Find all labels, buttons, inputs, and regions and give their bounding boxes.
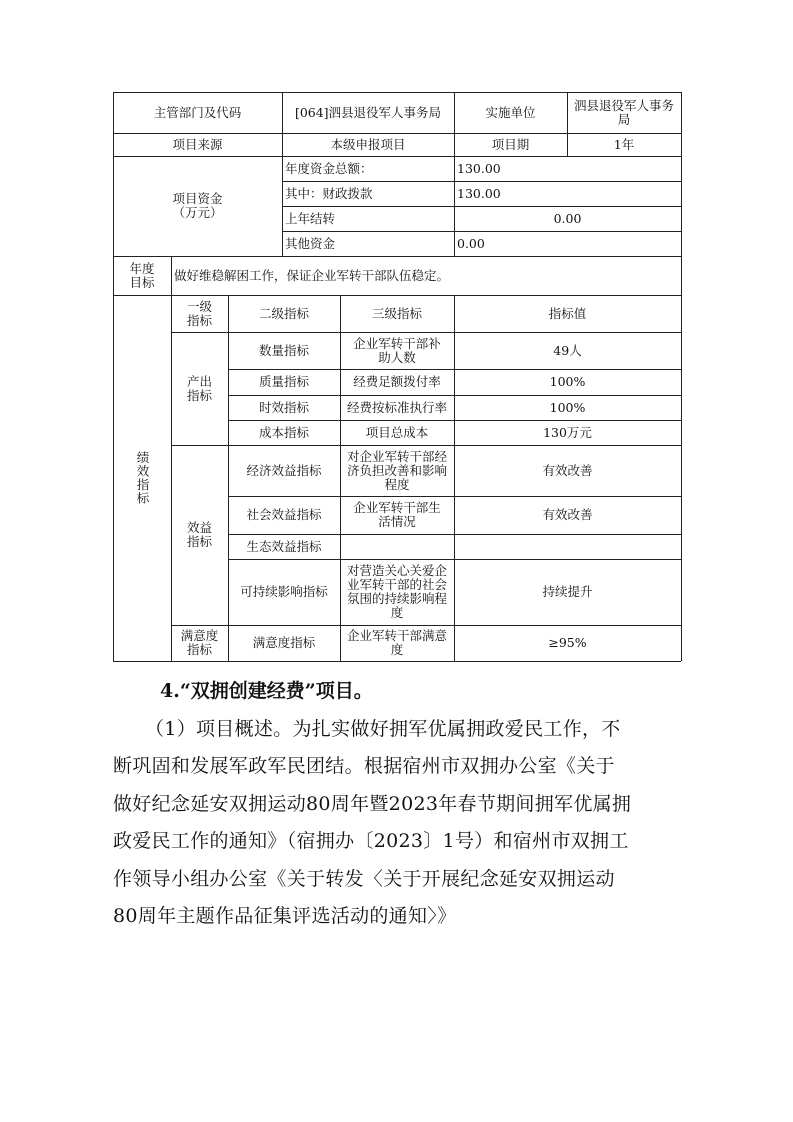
indicator-l3: 经费足额拨付率 (353, 374, 441, 389)
goal-label (113, 256, 171, 295)
indicator-l2: 时效指标 (258, 399, 309, 415)
paragraph-line: 做好纪念延安双拥运动80周年暨2023年春节期间拥军优属拥 (113, 793, 632, 815)
indicator-l3: 企业军转干部补助人数 (353, 335, 441, 365)
fiscal-value: 130.00 (457, 185, 501, 201)
perf-label: 绩效指标 (135, 451, 150, 505)
indicator-l2: 可持续影响指标 (240, 584, 328, 599)
indicator-l3: 项目总成本 (365, 424, 429, 440)
total-label: 年度资金总额： (285, 160, 373, 176)
indicator-l2: 数量指标 (258, 342, 309, 358)
section-heading: 4.“双拥创建经费”项目。 (160, 680, 373, 702)
indicator-l2: 满意度指标 (252, 635, 316, 650)
indicator-value: 有效改善 (542, 462, 593, 478)
paragraph-line: （1）项目概述。为扎实做好拥军优属拥政爱民工作，不 (145, 718, 621, 740)
paragraph-line: 政爱民工作的通知》（宿拥办〔2023〕1号）和宿州市双拥工 (113, 830, 629, 852)
satisfaction-label: 满意度指标 (180, 628, 219, 657)
indicator-l2: 生态效益指标 (246, 538, 322, 554)
indicator-l3 (340, 534, 454, 559)
indicator-value: 130万元 (543, 424, 592, 440)
carry-value: 0.00 (553, 210, 582, 226)
total-value: 130.00 (457, 160, 501, 176)
other-label: 其他资金 (285, 235, 336, 251)
indicator-l2: 质量指标 (258, 374, 309, 389)
carry-label: 上年结转 (285, 210, 336, 226)
indicator-value: 100% (549, 374, 586, 389)
fiscal-label: 其中：财政拨款 (285, 185, 373, 201)
impl-label: 实施单位 (485, 104, 536, 120)
indicator-value: 100% (549, 399, 586, 415)
indicator-value: 有效改善 (542, 507, 593, 522)
hdr-value: 指标值 (548, 305, 587, 321)
indicator-l3: 对企业军转干部经济负担改善和影响程度 (346, 448, 447, 492)
indicator-value: 49人 (553, 342, 582, 358)
impl-value: 泗县退役军人事务局 (573, 97, 674, 127)
period-label: 项目期 (491, 136, 530, 152)
indicator-value: ≥95% (548, 635, 587, 650)
indicator-l2: 成本指标 (258, 424, 309, 440)
hdr-level1: 一级指标 (186, 298, 212, 328)
other-value: 0.00 (457, 235, 485, 251)
indicator-value (454, 534, 681, 559)
goal-label-line1: 年度 (129, 260, 155, 276)
indicator-l3: 对营造关心关爱企业军转干部的社会氛围的持续影响程度 (346, 563, 447, 620)
hdr-level2: 二级指标 (258, 305, 309, 321)
dept-value: [064]泗县退役军人事务局 (294, 104, 442, 120)
paragraph-line: 断巩固和发展军政军民团结。根据宿州市双拥办公室《关于 (113, 755, 615, 777)
indicator-l2: 社会效益指标 (246, 507, 322, 522)
period-value: 1年 (613, 136, 635, 152)
paragraph-line: 80周年主题作品征集评选活动的通知〉》 (113, 905, 457, 927)
paragraph-line: 作领导小组办公室《关于转发〈关于开展纪念延安双拥运动 (113, 868, 615, 890)
funds-label-line1: 项目资金 (172, 191, 223, 206)
goal-value: 做好维稳解困工作，保证企业军转干部队伍稳定。 (174, 267, 450, 283)
source-label: 项目来源 (172, 136, 223, 152)
indicator-l3: 企业军转干部生活情况 (353, 500, 441, 529)
hdr-level3: 三级指标 (371, 305, 422, 321)
benefit-label: 效益指标 (186, 520, 212, 549)
indicator-value: 持续提升 (542, 584, 593, 599)
goal-label-line2: 目标 (129, 274, 155, 290)
indicator-l3: 企业军转干部满意度 (346, 628, 447, 657)
output-label: 产出指标 (186, 373, 212, 403)
perf-label-cell (113, 295, 171, 661)
dept-label: 主管部门及代码 (153, 104, 242, 120)
funds-label-line2: （万元） (172, 205, 223, 220)
indicator-l3: 经费按标准执行率 (346, 399, 447, 415)
funds-label (113, 156, 282, 256)
source-value: 本级申报项目 (330, 136, 406, 152)
indicator-l2: 经济效益指标 (246, 462, 322, 478)
